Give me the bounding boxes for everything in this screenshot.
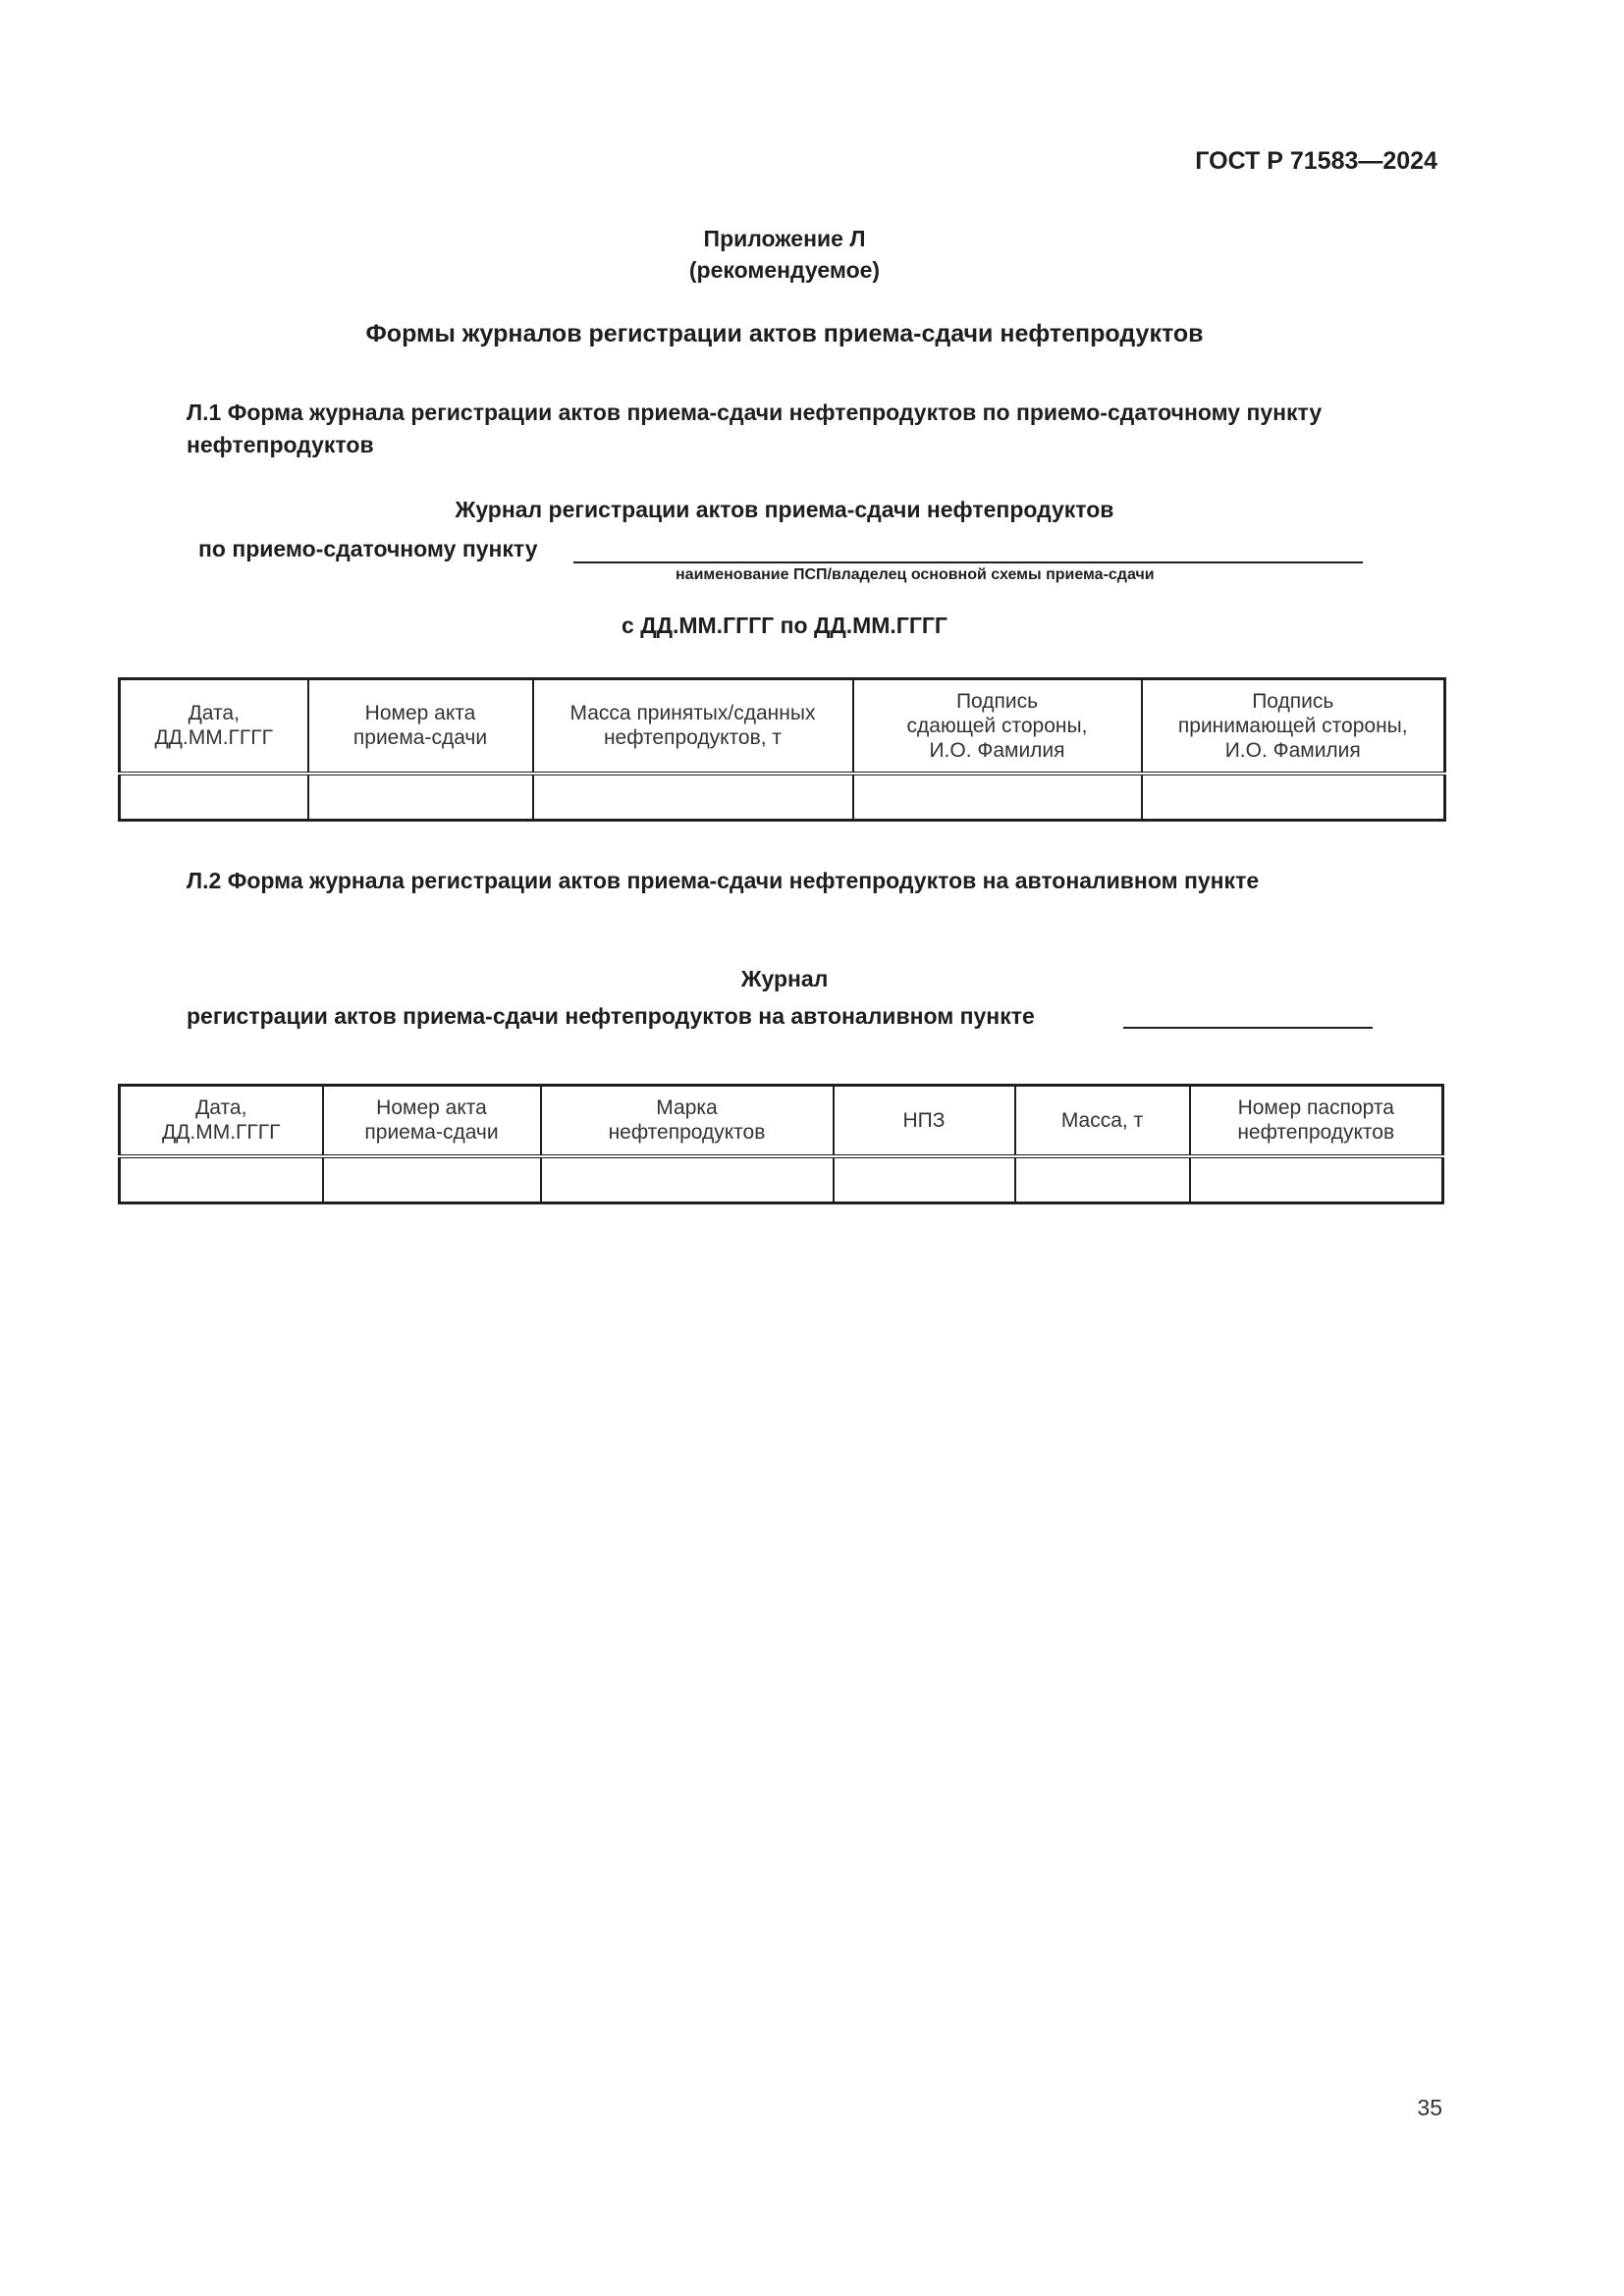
l1-journal-table <box>118 677 1446 822</box>
empty-cell <box>533 774 853 821</box>
column-header: Подпись сдающей стороны, И.О. Фамилия <box>853 679 1142 774</box>
empty-cell <box>120 1156 323 1203</box>
empty-cell <box>1142 774 1445 821</box>
l2-journal-table <box>118 1084 1444 1204</box>
empty-cell <box>323 1156 541 1203</box>
empty-cell <box>853 774 1142 821</box>
section-l1-point-label: по приемо-сдаточному пункту <box>198 536 538 561</box>
empty-cell <box>120 774 308 821</box>
column-header: Дата, ДД.ММ.ГГГГ <box>120 679 308 774</box>
column-header: Номер акта приема-сдачи <box>323 1086 541 1156</box>
page-number: 35 <box>1417 2095 1442 2120</box>
table-row <box>120 1156 1443 1203</box>
document-code: ГОСТ Р 71583—2024 <box>1195 147 1437 175</box>
column-header: Подпись принимающей стороны, И.О. Фамилия <box>1142 679 1445 774</box>
point-name-blank-line <box>573 561 1363 563</box>
empty-cell <box>308 774 533 821</box>
section-l2-journal-title: Журнал <box>740 966 829 991</box>
column-header: Дата, ДД.ММ.ГГГГ <box>120 1086 323 1156</box>
column-header: Номер паспорта нефтепродуктов <box>1190 1086 1443 1156</box>
column-header: Марка нефтепродуктов <box>541 1086 834 1156</box>
station-name-blank-line <box>1123 1027 1373 1029</box>
section-l1-period: с ДД.ММ.ГГГГ по ДД.ММ.ГГГГ <box>622 613 947 638</box>
empty-cell <box>1015 1156 1190 1203</box>
section-l1-journal-title: Журнал регистрации актов приема-сдачи нефтепродуктов <box>455 497 1114 522</box>
section-l1-heading: Л.1 Форма журнала регистрации актов приема-сдачи нефтепродуктов по приемо-сдаточному пункту нефтепродуктов <box>187 400 1323 457</box>
empty-cell <box>834 1156 1015 1203</box>
empty-cell <box>1190 1156 1443 1203</box>
section-l2-journal-line: регистрации актов приема-сдачи нефтепродуктов на автоналивном пункте <box>187 1003 1035 1029</box>
empty-cell <box>541 1156 834 1203</box>
point-name-caption: наименование ПСП/владелец основной схемы приема-сдачи <box>676 566 1155 583</box>
column-header: Масса принятых/сданных нефтепродуктов, т <box>533 679 853 774</box>
appendix-title: Приложение Л <box>703 226 866 251</box>
appendix-heading: Формы журналов регистрации актов приема-сдачи нефтепродуктов <box>365 320 1204 347</box>
section-l2-heading: Л.2 Форма журнала регистрации актов приема-сдачи нефтепродуктов на автоналивном пункте <box>187 868 1260 893</box>
column-header: Масса, т <box>1015 1086 1190 1156</box>
table-row <box>120 774 1445 821</box>
column-header: НПЗ <box>834 1086 1015 1156</box>
table-header-row <box>120 679 1445 774</box>
table-header-row <box>120 1086 1443 1156</box>
appendix-status: (рекомендуемое) <box>688 257 881 283</box>
column-header: Номер акта приема-сдачи <box>308 679 533 774</box>
